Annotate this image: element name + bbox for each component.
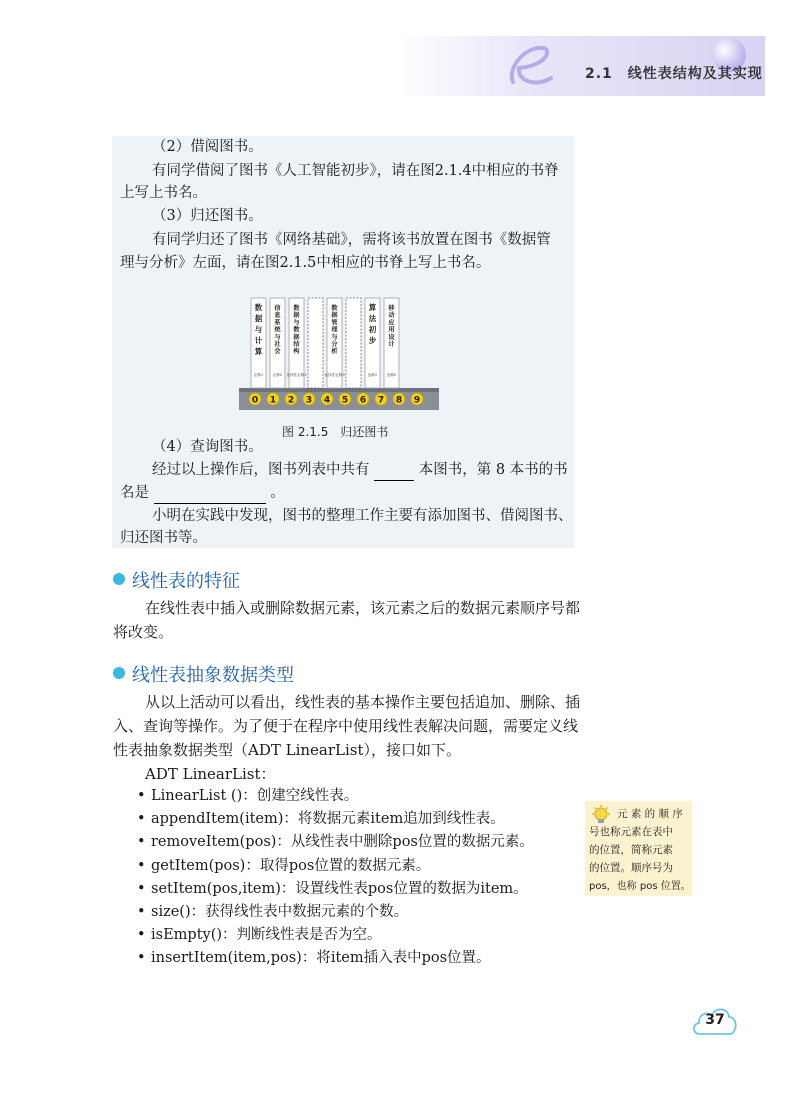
book-title-char: 系 [274, 319, 281, 327]
book-title-char: 计 [388, 341, 395, 348]
list-item: • removeItem(pos)：从线性表中删除pos位置的数据元素。 [137, 834, 534, 851]
empty-book-spine [346, 298, 361, 388]
activity-box [112, 136, 574, 548]
activity-text: 归还图书等。 [120, 530, 207, 546]
book-title-char: 息 [274, 312, 281, 320]
book-title-char: 步 [368, 336, 377, 345]
book-title-char: 信 [274, 305, 281, 312]
slot-number: 6 [359, 395, 367, 406]
book-title-char: 构 [293, 348, 300, 356]
section-title: 线性表的特征 [132, 571, 240, 592]
book-title-char: 数 [293, 305, 300, 312]
slot-number: 9 [413, 395, 421, 406]
activity-text: 上写上书名。 [120, 185, 207, 201]
list-item: • isEmpty()：判断线性表是否为空。 [137, 927, 382, 944]
book-subtitle: 选择性必修3 [324, 373, 345, 377]
slot-number: 1 [269, 395, 277, 406]
bookshelf-figure [239, 292, 439, 420]
note-text: 元 素 的 顺 序 [617, 808, 683, 820]
activity-step-4: （4）查询图书。 [152, 439, 263, 455]
book-title-char: 数 [293, 326, 300, 334]
book-title-char: 据 [293, 312, 300, 320]
book-title-char: 算 [368, 303, 377, 312]
activity-text: 小明在实践中发现，图书的整理工作主要有添加图书、借阅图书、 [152, 508, 573, 524]
list-item: • LinearList ()：创建空线性表。 [137, 788, 359, 804]
book-title-char: 应 [388, 319, 395, 327]
question-text: 本图书，第 8 本书的书 [418, 462, 568, 478]
page-number: 37 [705, 1012, 725, 1028]
book-title-char: 据 [254, 314, 263, 323]
question-text: 经过以上操作后，图书列表中共有 [152, 462, 370, 478]
book-title-char: 数 [254, 303, 263, 312]
note-text: 的位置。顺序号为 [589, 862, 673, 874]
book-title-char: 理 [331, 326, 338, 334]
book-title-char: 与 [293, 319, 300, 327]
book-subtitle: 选修2 [386, 373, 397, 377]
adt-label: ADT LinearList： [145, 765, 276, 783]
body-text: 从以上活动可以看出，线性表的基本操作主要包括追加、删除、插 [145, 693, 581, 711]
list-item: • insertItem(item,pos)：将item插入表中pos位置。 [137, 950, 491, 967]
slot-number: 0 [251, 395, 259, 406]
book-subtitle: 必修2 [272, 373, 283, 377]
section-title: 线性表抽象数据类型 [132, 665, 294, 686]
book-title-char: 与 [274, 333, 281, 341]
book-subtitle: 选修1 [367, 373, 378, 377]
empty-book-spine [308, 298, 323, 388]
section-header-title: 2.1 线性表结构及其实现 [585, 66, 763, 82]
book-title-char: 设 [388, 333, 395, 341]
book-title-char: 统 [274, 326, 281, 334]
note-text: pos，也称 pos 位置。 [589, 881, 691, 892]
slot-number: 4 [323, 395, 331, 406]
activity-text: 理与分析》左面，请在图2.1.5中相应的书脊上写上书名。 [120, 255, 491, 271]
book-subtitle: 选择性必修1 [286, 373, 307, 377]
activity-question [120, 482, 285, 504]
book-title-char: 法 [368, 314, 377, 323]
question-text: 名是 [120, 485, 149, 501]
body-text: 在线性表中插入或删除数据元素，该元素之后的数据元素顺序号都 [145, 599, 581, 617]
body-text: 入、查询等操作。为了便于在程序中使用线性表解决问题，需要定义线 [113, 717, 579, 735]
book-title-char: 用 [388, 326, 395, 334]
book-title-char: 管 [331, 319, 338, 327]
book-title-char: 据 [331, 312, 338, 320]
note-text: 的位置，简称元素 [589, 844, 673, 856]
book-title-char: 动 [388, 312, 395, 320]
slot-number: 5 [341, 395, 349, 406]
section-bullet-icon [113, 667, 125, 679]
figure-caption: 图 2.1.5 归还图书 [282, 425, 389, 439]
section-bullet-icon [113, 573, 125, 585]
book-title-char: 算 [254, 347, 263, 356]
body-text: 将改变。 [113, 623, 174, 641]
book-subtitle: 必修1 [253, 373, 264, 377]
slot-number: 3 [305, 395, 313, 406]
activity-step-2: （2）借阅图书。 [152, 139, 263, 155]
question-text: 。 [270, 485, 285, 501]
book-title-char: 数 [331, 305, 338, 312]
note-text: 号也称元素在表中 [589, 826, 673, 838]
body-text: 性表抽象数据类型（ADT LinearList），接口如下。 [113, 741, 462, 759]
book-title-char: 与 [254, 325, 263, 334]
activity-text: 有同学归还了图书《网络基础》，需将该书放置在图书《数据管 [152, 232, 551, 248]
book-title-char: 会 [274, 348, 281, 356]
list-item: • getItem(pos)：取得pos位置的数据元素。 [137, 857, 431, 874]
book-title-char: 与 [331, 333, 338, 341]
book-title-char: 初 [368, 325, 377, 334]
book-title-char: 分 [331, 341, 338, 348]
e-logo-swoosh [505, 38, 555, 96]
list-item: • size()：获得线性表中数据元素的个数。 [137, 904, 409, 921]
list-item: • appendItem(item)：将数据元素item追加到线性表。 [137, 811, 505, 828]
adt-operations-list [137, 785, 534, 971]
book-title-char: 析 [331, 348, 338, 356]
answer-blank-title[interactable] [154, 489, 266, 504]
side-note [585, 801, 692, 896]
activity-step-3: （3）归还图书。 [152, 208, 263, 224]
activity-text: 有同学借阅了图书《人工智能初步》，请在图2.1.4中相应的书脊 [152, 163, 559, 179]
slot-number: 8 [395, 395, 403, 406]
answer-blank-count[interactable] [374, 466, 414, 481]
slot-number: 2 [287, 395, 295, 406]
book-title-char: 据 [293, 333, 300, 341]
list-item: • setItem(pos,item)：设置线性表pos位置的数据为item。 [137, 880, 528, 897]
slot-number: 7 [377, 395, 385, 406]
book-title-char: 移 [388, 305, 395, 312]
book-title-char: 社 [274, 341, 281, 348]
book-title-char: 结 [293, 341, 300, 348]
book-title-char: 计 [254, 336, 263, 345]
activity-question [152, 459, 568, 481]
